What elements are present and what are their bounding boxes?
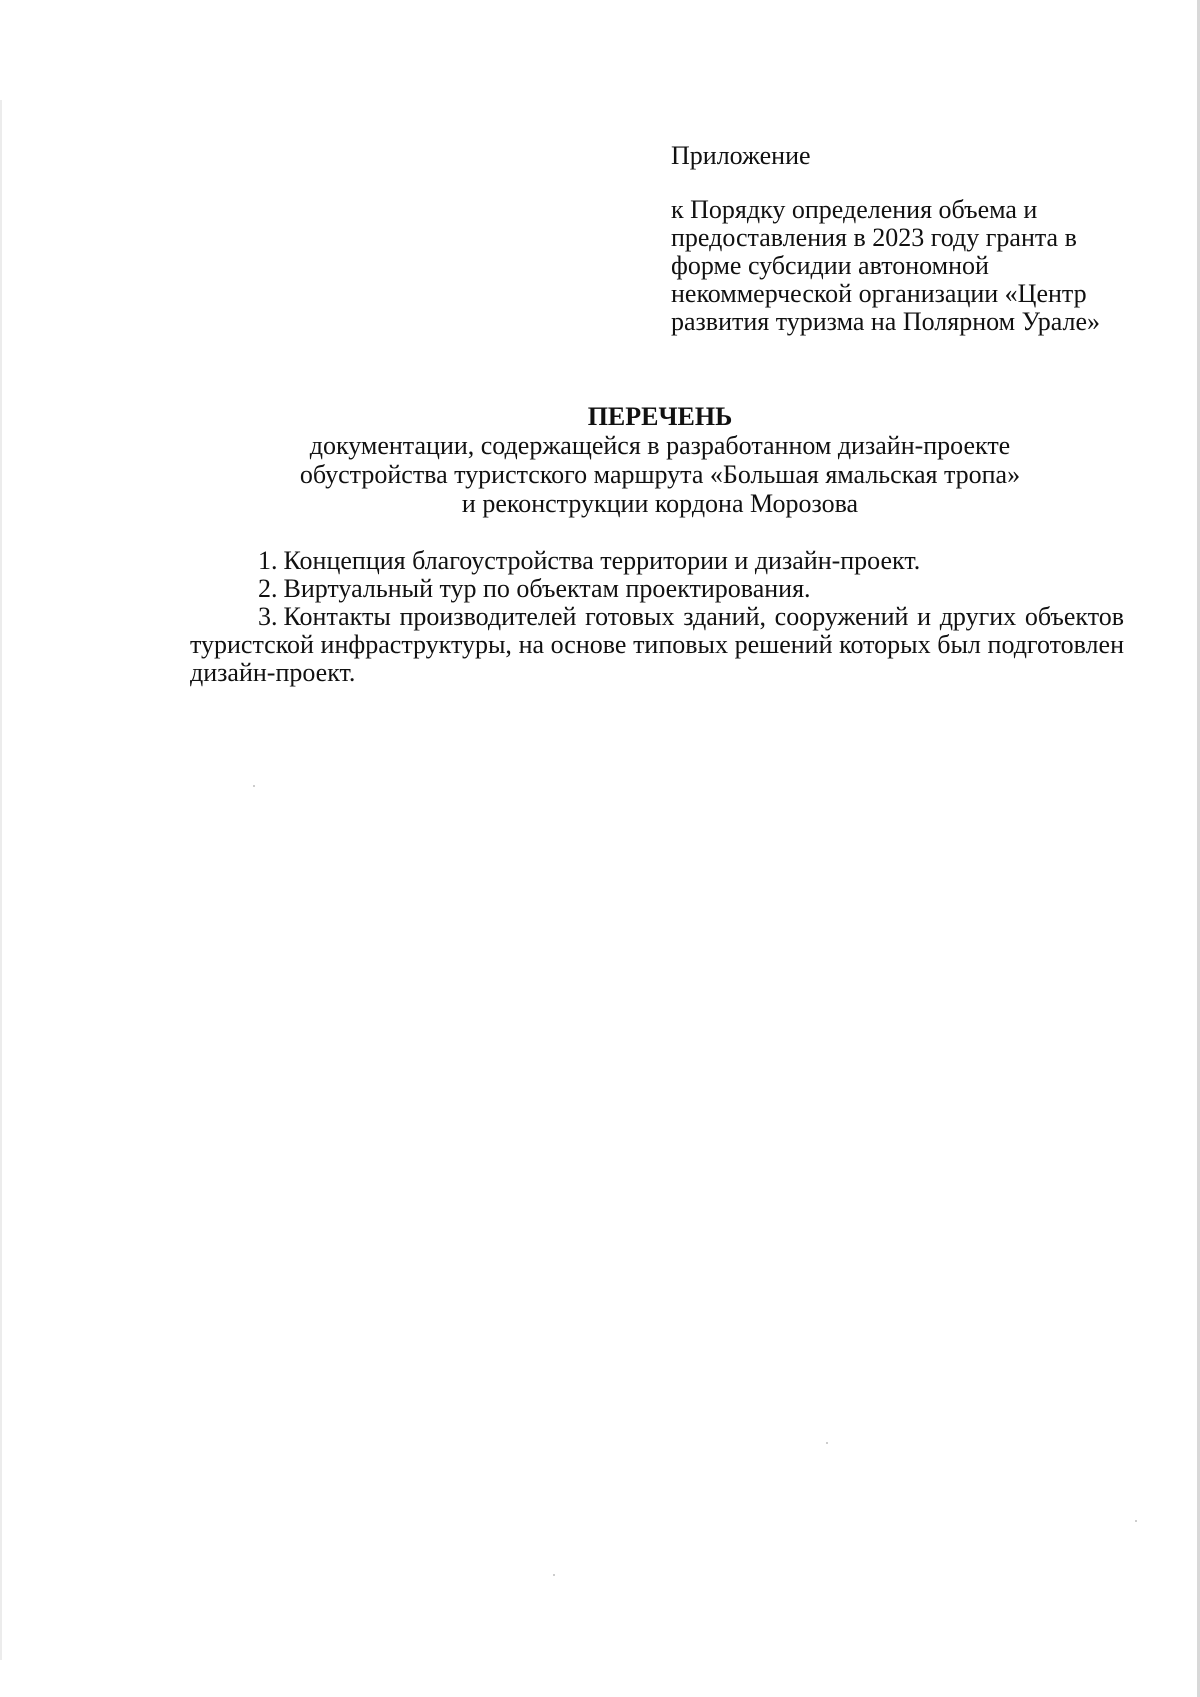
scan-speck — [253, 785, 255, 787]
document-subtitle: документации, содержащейся в разработанном дизайн-проекте обустройства туристского маршрута «Большая ямальская тропа» и реконструкции кордона Морозова — [299, 431, 1021, 518]
list-item-text: Контакты производителей готовых зданий, сооружений и других объектов туристской инфраструктуры, на основе типовых решений которых был подготовлен дизайн-проект. — [190, 602, 1124, 687]
scan-speck — [553, 1574, 555, 1576]
appendix-reference: к Порядку определения объема и предоставления в 2023 году гранта в форме субсидии автономной некоммерческой организации «Центр развития туризма на Полярном Урале» — [671, 195, 1100, 336]
list-item — [190, 603, 1124, 687]
appendix-title: Приложение — [671, 141, 811, 170]
list-item-text: Виртуальный тур по объектам проектирования. — [283, 574, 811, 603]
document-heading — [190, 402, 1130, 518]
scan-edge-left — [0, 100, 2, 1660]
scan-speck — [826, 1442, 828, 1444]
document-title: ПЕРЕЧЕНЬ — [587, 402, 733, 431]
documentation-list — [190, 547, 1124, 687]
list-item-number: 3. — [258, 602, 278, 631]
list-item-text: Концепция благоустройства территории и дизайн-проект. — [283, 546, 921, 575]
appendix-block — [671, 142, 1141, 336]
list-item-number: 1. — [258, 546, 278, 575]
list-item — [190, 547, 1124, 575]
list-item — [190, 575, 1124, 603]
scan-speck — [1135, 1520, 1137, 1522]
list-item-number: 2. — [258, 574, 278, 603]
